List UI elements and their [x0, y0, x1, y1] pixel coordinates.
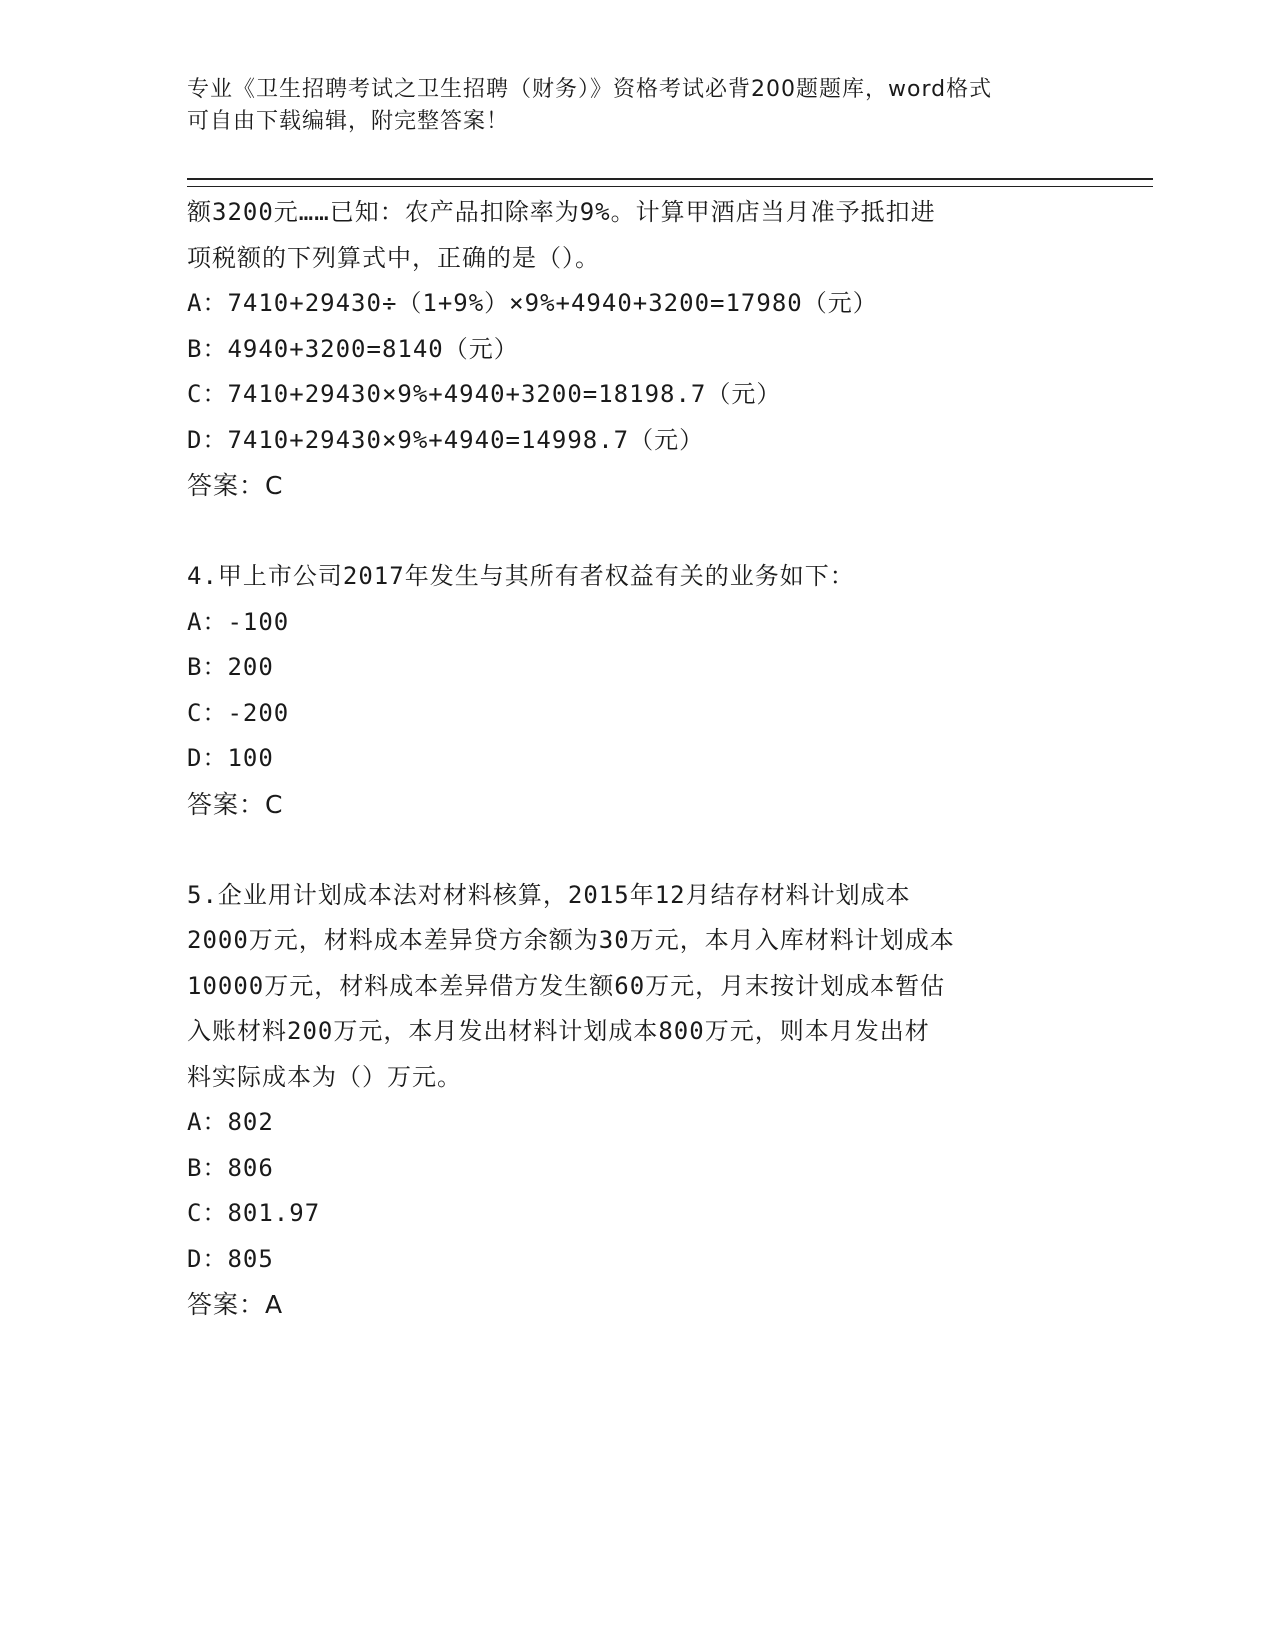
- option-a: A：802: [187, 1108, 274, 1136]
- option-d: D：805: [187, 1244, 274, 1273]
- option-c: C：-200: [187, 698, 290, 727]
- option-a: A：-100: [187, 607, 290, 636]
- question-stem-line: 入账材料200万元，本月发出材料计划成本800万元，则本月发出材: [187, 1017, 930, 1045]
- question-stem-line: 额3200元……已知：农产品扣除率为9%。计算甲酒店当月准予抵扣进: [187, 198, 936, 226]
- option-d: D：100: [187, 744, 274, 772]
- header-divider: [187, 178, 1153, 187]
- option-d: D：7410+29430×9%+4940=14998.7（元）: [187, 425, 705, 454]
- header-title-line-1: 专业《卫生招聘考试之卫生招聘（财务）》资格考试必背200题题库，word格式: [187, 77, 993, 102]
- question-5: [187, 873, 1087, 1328]
- header-title-line-2: 可自由下载编辑，附完整答案！: [187, 109, 510, 134]
- option-c: C：7410+29430×9%+4940+3200=18198.7（元）: [187, 380, 782, 408]
- option-b: B：806: [187, 1153, 274, 1182]
- document-header: [187, 74, 1067, 138]
- question-stem-line: 2000万元，材料成本差异贷方余额为30万元，本月入库材料计划成本: [187, 926, 955, 954]
- question-spacer: [187, 827, 1087, 873]
- question-3: [187, 190, 1087, 509]
- question-stem-line: 4.甲上市公司2017年发生与其所有者权益有关的业务如下：: [187, 562, 855, 590]
- question-spacer: [187, 509, 1087, 555]
- question-stem-line: 5.企业用计划成本法对材料核算，2015年12月结存材料计划成本: [187, 880, 911, 909]
- question-stem-line: 项税额的下列算式中，正确的是（）。: [187, 243, 600, 272]
- answer-line: 答案：C: [187, 789, 284, 819]
- question-stem-line: 10000万元，材料成本差异借方发生额60万元，月末按计划成本暂估: [187, 971, 946, 1000]
- question-stem-line: 料实际成本为（）万元。: [187, 1062, 462, 1091]
- answer-line: 答案：A: [187, 1290, 284, 1319]
- question-4: [187, 554, 1087, 827]
- answer-line: 答案：C: [187, 471, 284, 500]
- question-list: [187, 190, 1087, 1328]
- option-b: B：200: [187, 653, 274, 681]
- option-a: A：7410+29430÷（1+9%）×9%+4940+3200=17980（元）: [187, 289, 878, 317]
- option-c: C：801.97: [187, 1199, 321, 1227]
- option-b: B：4940+3200=8140（元）: [187, 334, 519, 363]
